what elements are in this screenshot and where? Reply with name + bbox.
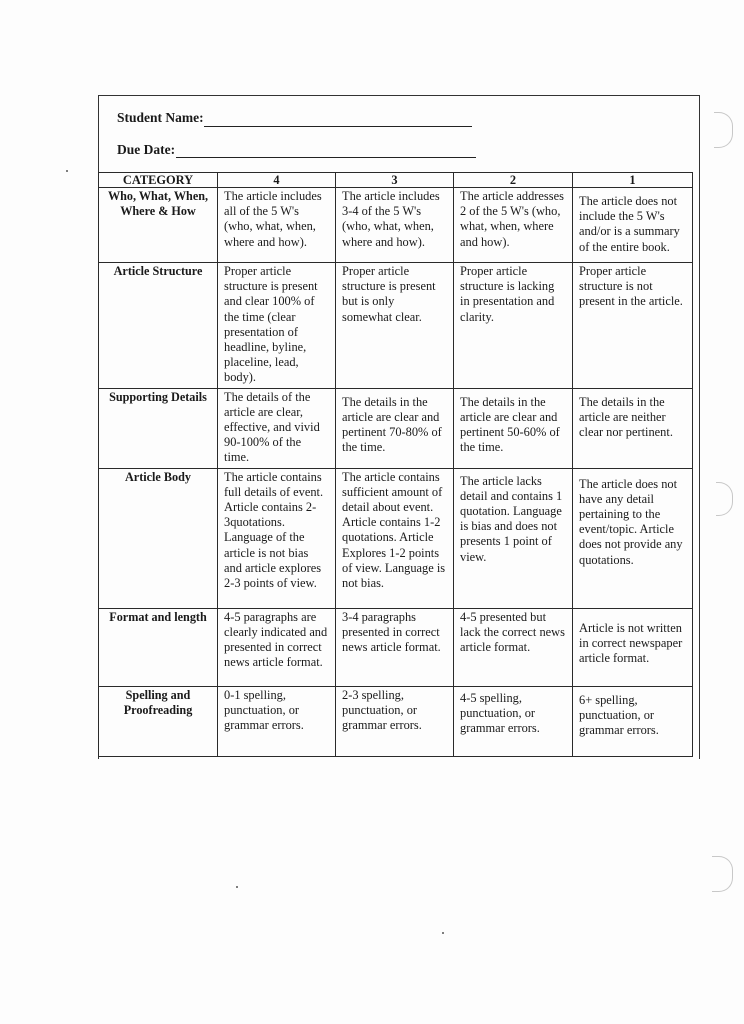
column-header-2: 2 — [454, 173, 573, 188]
page-edge-mark — [712, 856, 733, 892]
column-header-category: CATEGORY — [99, 173, 218, 188]
score-4-cell: Proper article structure is present and clear 100% of the time (clear presentation of headline, byline, placeline, lead, body). — [218, 263, 336, 389]
score-1-cell: The article does not include the 5 W's and/or is a summary of the entire book. — [573, 188, 693, 263]
score-1-cell: Article is not written in correct newspaper article format. — [573, 608, 693, 686]
column-header-4: 4 — [218, 173, 336, 188]
table-row — [99, 468, 693, 608]
due-date-field[interactable] — [176, 157, 476, 158]
score-1-cell: Proper article structure is not present in the article. — [573, 263, 693, 389]
due-date-label: Due Date: — [117, 142, 176, 157]
scan-speck — [66, 170, 68, 172]
page-edge-mark — [714, 112, 733, 148]
score-1-cell: 6+ spelling, punctuation, or grammar errors. — [573, 686, 693, 756]
table-row — [99, 388, 693, 468]
scan-speck — [236, 886, 238, 888]
score-1-cell: The article does not have any detail pertaining to the event/topic. Article does not provide any quotations. — [573, 468, 693, 608]
scan-speck — [442, 932, 444, 934]
table-row — [99, 686, 693, 756]
score-3-cell: The article includes 3-4 of the 5 W's (who, what, when, where and how). — [336, 188, 454, 263]
score-2-cell: 4-5 spelling, punctuation, or grammar errors. — [454, 686, 573, 756]
score-3-cell: 2-3 spelling, punctuation, or grammar errors. — [336, 686, 454, 756]
table-row — [99, 608, 693, 686]
score-2-cell: The article addresses 2 of the 5 W's (who, what, when, where and how). — [454, 188, 573, 263]
student-name-field[interactable] — [204, 126, 472, 127]
student-name-row — [117, 110, 204, 126]
score-1-cell: The details in the article are neither clear nor pertinent. — [573, 388, 693, 468]
category-cell: Spelling and Proofreading — [99, 686, 218, 756]
score-2-cell: The article lacks detail and contains 1 quotation. Language is bias and does not presents 1 point of view. — [454, 468, 573, 608]
category-cell: Article Body — [99, 468, 218, 608]
score-3-cell: The article contains sufficient amount of detail about event. Article contains 1-2 quotations. Article Explores 1-2 points of view. Language is not bias. — [336, 468, 454, 608]
category-cell: Supporting Details — [99, 388, 218, 468]
rubric-header-row — [99, 173, 693, 188]
score-3-cell: The details in the article are clear and pertinent 70-80% of the time. — [336, 388, 454, 468]
due-date-row — [117, 142, 175, 158]
score-4-cell: The details of the article are clear, effective, and vivid 90-100% of the time. — [218, 388, 336, 468]
page-edge-mark — [716, 482, 733, 516]
category-cell: Who, What, When, Where & How — [99, 188, 218, 263]
rubric-table — [98, 172, 693, 757]
score-2-cell: Proper article structure is lacking in presentation and clarity. — [454, 263, 573, 389]
score-4-cell: 0-1 spelling, punctuation, or grammar errors. — [218, 686, 336, 756]
score-2-cell: The details in the article are clear and pertinent 50-60% of the time. — [454, 388, 573, 468]
table-row — [99, 263, 693, 389]
score-3-cell: 3-4 paragraphs presented in correct news article format. — [336, 608, 454, 686]
table-row — [99, 188, 693, 263]
column-header-1: 1 — [573, 173, 693, 188]
student-name-label: Student Name: — [117, 110, 204, 125]
score-4-cell: The article includes all of the 5 W's (who, what, when, where and how). — [218, 188, 336, 263]
score-3-cell: Proper article structure is present but is only somewhat clear. — [336, 263, 454, 389]
score-2-cell: 4-5 presented but lack the correct news article format. — [454, 608, 573, 686]
category-cell: Article Structure — [99, 263, 218, 389]
score-4-cell: The article contains full details of event. Article contains 2-3quotations. Language of the article is not bias and article explores 2-3 points of view. — [218, 468, 336, 608]
score-4-cell: 4-5 paragraphs are clearly indicated and presented in correct news article format. — [218, 608, 336, 686]
category-cell: Format and length — [99, 608, 218, 686]
column-header-3: 3 — [336, 173, 454, 188]
